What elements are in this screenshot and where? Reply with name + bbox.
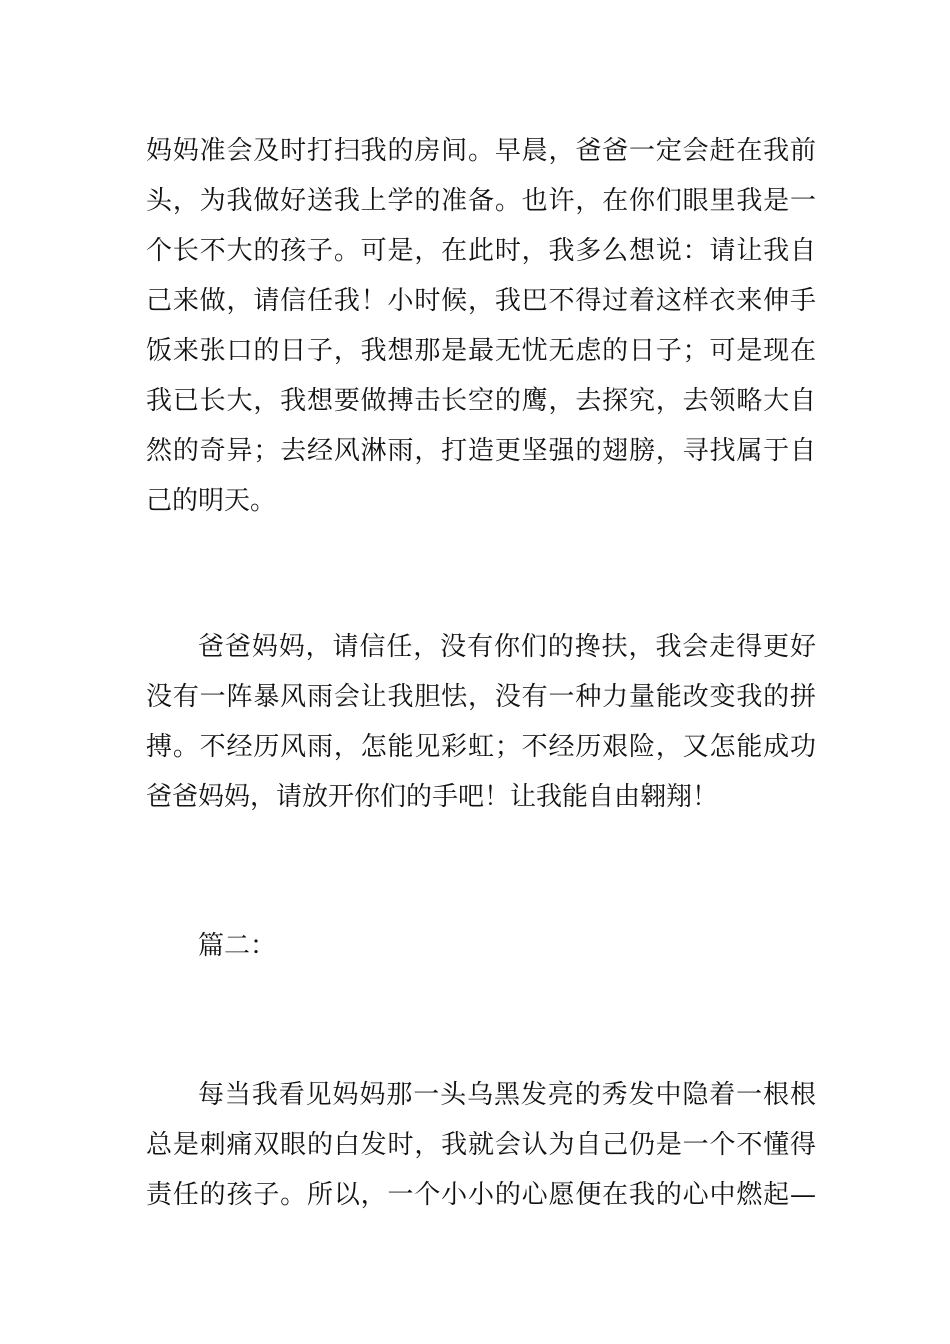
paragraph-1 (146, 126, 816, 526)
text-line: 搏。不经历风雨，怎能见彩虹；不经历艰险，又怎能成功 (146, 732, 816, 762)
text-line: 己来做，请信任我！小时候，我巴不得过着这样衣来伸手 (146, 286, 816, 316)
text-line: 我已长大，我想要做搏击长空的鹰，去探究，去领略大自 (146, 386, 816, 416)
text-line: 然的奇异；去经风淋雨，打造更坚强的翅膀，寻找属于自 (146, 436, 816, 466)
text-line: 每当我看见妈妈那一头乌黑发亮的秀发中隐着一根根 (198, 1080, 816, 1110)
paragraph-2 (146, 622, 816, 822)
text-line: 总是刺痛双眼的白发时，我就会认为自己仍是一个不懂得 (146, 1130, 816, 1160)
section-heading (146, 921, 816, 971)
text-line: 爸爸妈妈，请信任，没有你们的搀扶，我会走得更好 (198, 632, 816, 662)
text-line: 头，为我做好送我上学的准备。也许，在你们眼里我是一 (146, 186, 816, 216)
text-line: 饭来张口的日子，我想那是最无忧无虑的日子；可是现在 (146, 336, 816, 366)
paragraph-3 (146, 1070, 816, 1220)
text-line: 己的明天。 (146, 486, 277, 516)
section-title: 篇二： (198, 931, 277, 961)
text-line: 个长不大的孩子。可是，在此时，我多么想说：请让我自 (146, 236, 816, 266)
text-line: 爸爸妈妈，请放开你们的手吧！让我能自由翱翔！ (146, 782, 719, 812)
text-line: 责任的孩子。所以，一个小小的心愿便在我的心中燃起— (146, 1180, 816, 1210)
text-line: 妈妈准会及时打扫我的房间。早晨，爸爸一定会赶在我前 (146, 136, 816, 166)
text-line: 没有一阵暴风雨会让我胆怯，没有一种力量能改变我的拼 (146, 682, 816, 712)
